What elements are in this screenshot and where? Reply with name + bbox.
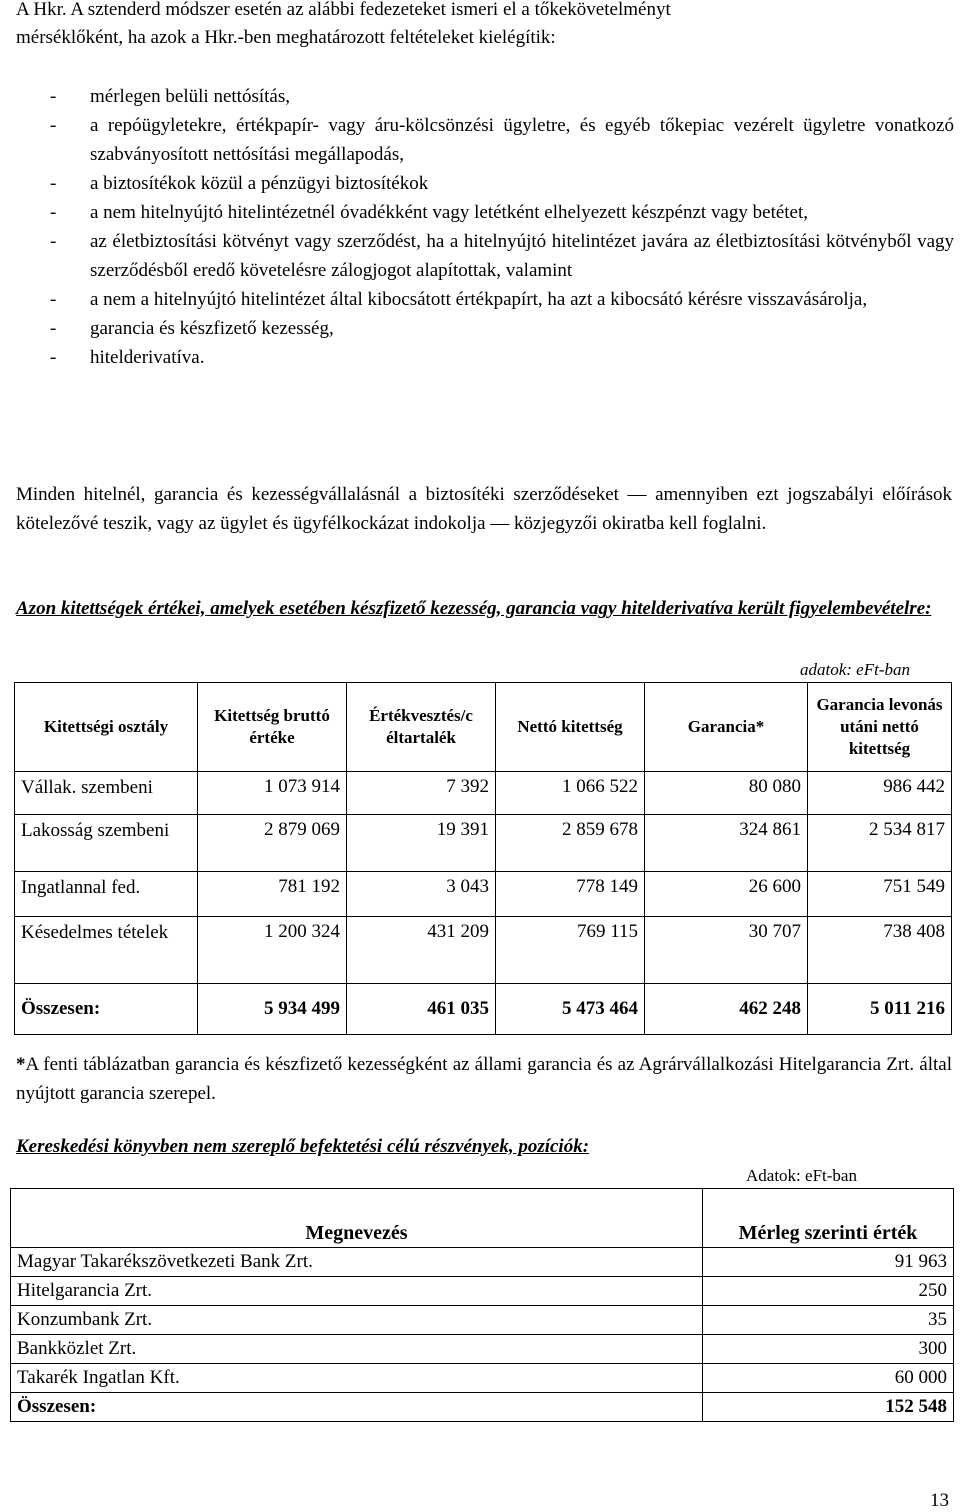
total-cell: 5 934 499 [198,984,347,1035]
exposure-unit-note: adatok: eFt-ban [800,660,910,679]
column-header: Mérleg szerinti érték [703,1189,954,1248]
column-header: Értékvesztés/c éltartalék [347,683,496,772]
list-item-text: garancia és készfizető kezesség, [90,318,334,339]
list-dash: - [50,347,57,368]
column-header: Garancia* [645,683,808,772]
table-cell: 1 073 914 [198,772,347,815]
list-dash: - [50,86,57,107]
list-dash: - [50,173,57,194]
intro-text [16,0,950,52]
table-row [15,815,952,872]
holding-value: 91 963 [703,1248,954,1277]
column-header: Garancia levonás utáni nettó kitettség [808,683,952,772]
column-header: Kitettség bruttó értéke [198,683,347,772]
intro-line-1: A Hkr. A sztenderd módszer esetén az alábbi fedezeteket ismeri el a tőkekövetelményt [16,0,671,20]
table-row [11,1306,954,1335]
row-label: Késedelmes tételek [15,917,198,984]
table-cell: 2 534 817 [808,815,952,872]
table-cell: 3 043 [347,872,496,917]
table-cell: 19 391 [347,815,496,872]
list-dash: - [50,289,57,310]
table-header-row [11,1189,954,1248]
table-cell: 7 392 [347,772,496,815]
footnote-text: A fenti táblázatban garancia és készfizető kezességként az állami garancia és az Agrárvállalkozási Hitelgarancia Zrt. által nyújtott garancia szerepel. [16,1054,952,1104]
table-header-row [15,683,952,772]
table-cell: 2 859 678 [496,815,645,872]
total-cell: 5 011 216 [808,984,952,1035]
holding-name: Hitelgarancia Zrt. [11,1277,703,1306]
total-cell: 462 248 [645,984,808,1035]
holding-name: Bankközlet Zrt. [11,1335,703,1364]
table-total-row [15,984,952,1035]
holding-name: Magyar Takarékszövetkezeti Bank Zrt. [11,1248,703,1277]
equity-unit-note: Adatok: eFt-ban [746,1166,857,1185]
list-item-text: az életbiztosítási kötvényt vagy szerződést, ha a hitelnyújtó hitelintézet javára az életbiztosítási kötvényből vagy szerződésből eredő követelésre zálogjogot alapítottak, valamint [90,231,954,281]
total-cell: 5 473 464 [496,984,645,1035]
holding-name: Konzumbank Zrt. [11,1306,703,1335]
holding-value: 60 000 [703,1364,954,1393]
footnote-star: * [16,1054,26,1075]
table-cell: 1 066 522 [496,772,645,815]
list-dash: - [50,115,57,136]
total-cell: 461 035 [347,984,496,1035]
list-item-text: a repóügyletekre, értékpapír- vagy áru-kölcsönzési ügyletre, és egyéb tőkepiac vezérelt ügyletre vonatkozó szabványosított nettósítási megállapodás, [90,115,954,165]
table-cell: 1 200 324 [198,917,347,984]
list-item [50,314,954,343]
list-item [50,198,954,227]
table-cell: 26 600 [645,872,808,917]
list-dash: - [50,318,57,339]
list-item-text: a nem a hitelnyújtó hitelintézet által kibocsátott értékpapírt, ha azt a kibocsátó kérésre visszavásárolja, [90,289,868,310]
collateral-list [50,82,954,372]
table-row [11,1364,954,1393]
notary-paragraph: Minden hitelnél, garancia és kezességvállalásnál a biztosítéki szerződéseket — amennyiben ezt jogszabályi előírások kötelezővé teszik, vagy az ügylet és ügyfélkockázat indokolja — közjegyzői okiratba kell foglalni. [16,484,952,534]
table-row [11,1248,954,1277]
table-cell: 738 408 [808,917,952,984]
table-cell: 2 879 069 [198,815,347,872]
row-label: Lakosság szembeni [15,815,198,872]
list-item [50,285,954,314]
table-row [11,1335,954,1364]
intro-line-2: mérséklőként, ha azok a Hkr.-ben meghatározott feltételeket kielégítik: [16,27,556,48]
table-total-row [11,1393,954,1422]
table-row [11,1277,954,1306]
list-item [50,82,954,111]
table-cell: 431 209 [347,917,496,984]
list-item [50,169,954,198]
holding-value: 300 [703,1335,954,1364]
list-dash: - [50,202,57,223]
list-item-text: a nem hitelnyújtó hitelintézetnél óvadékként vagy letétként elhelyezett készpénzt vagy betétet, [90,202,809,223]
table-cell: 30 707 [645,917,808,984]
exposure-heading: Azon kitettségek értékei, amelyek esetében készfizető kezesség, garancia vagy hitelderivatíva került figyelembevételre: [16,598,932,619]
column-header: Kitettségi osztály [15,683,198,772]
list-item-text: a biztosítékok közül a pénzügyi biztosítékok [90,173,429,194]
table-row [15,772,952,815]
list-item [50,227,954,285]
table-cell: 324 861 [645,815,808,872]
exposure-table [14,682,952,1035]
equity-table [10,1188,954,1422]
list-item-text: mérlegen belüli nettósítás, [90,86,290,107]
total-label: Összesen: [11,1393,703,1422]
table-cell: 986 442 [808,772,952,815]
equity-heading: Kereskedési könyvben nem szereplő befektetési célú részvények, pozíciók: [16,1136,590,1157]
page-number: 13 [930,1490,949,1511]
holding-value: 35 [703,1306,954,1335]
table-cell: 80 080 [645,772,808,815]
table-cell: 751 549 [808,872,952,917]
column-header: Megnevezés [11,1189,703,1248]
guarantee-footnote [16,1050,952,1108]
total-label: Összesen: [15,984,198,1035]
row-label: Vállak. szembeni [15,772,198,815]
table-cell: 781 192 [198,872,347,917]
row-label: Ingatlannal fed. [15,872,198,917]
total-value: 152 548 [703,1393,954,1422]
list-item [50,111,954,169]
table-row [15,917,952,984]
table-cell: 769 115 [496,917,645,984]
list-item-text: hitelderivatíva. [90,347,205,368]
table-row [15,872,952,917]
list-dash: - [50,231,57,252]
holding-value: 250 [703,1277,954,1306]
holding-name: Takarék Ingatlan Kft. [11,1364,703,1393]
table-cell: 778 149 [496,872,645,917]
column-header: Nettó kitettség [496,683,645,772]
list-item [50,343,954,372]
